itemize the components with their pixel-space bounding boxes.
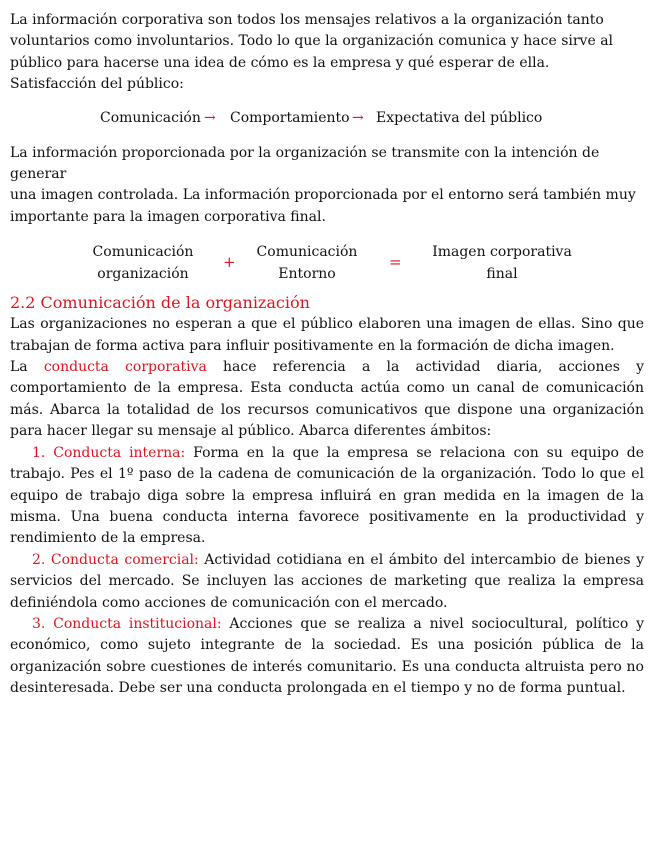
flow-step-expectation: Expectativa del público xyxy=(376,109,543,126)
intro-line: voluntarios como involuntarios. Todo lo que la organización comunica y hace sirve al xyxy=(10,33,614,50)
equation-term-organization xyxy=(84,242,202,285)
section-paragraph: Las organizaciones no esperan a que el público elaboren una imagen de ellas. Sino que trabajan de forma activa para influir positivamente en la formación de dicha imagen. xyxy=(10,316,644,354)
intro-line: público para hacerse una idea de cómo es la empresa y qué esperar de ella. xyxy=(10,54,550,71)
document-page xyxy=(10,10,644,700)
list-item-internal-conduct xyxy=(10,443,644,550)
list-item-institutional-conduct xyxy=(10,614,644,700)
list-item-text: Forma en la que la empresa se relaciona con su equipo de trabajo. Pes el 1º paso de la cadena de comunicación de la organización. Todo lo que el equipo de trabajo diga sobre la empresa influirá en gran medida en la imagen de la misma. Una buena conducta interna favorece positivamente en la productividad y rendimiento de la empresa. xyxy=(10,444,644,547)
equation-term-line: Comunicación xyxy=(92,244,194,261)
paragraph-text: La xyxy=(10,359,44,376)
list-item-text: Actividad cotidiana en el ámbito del intercambio de bienes y servicios del mercado. Se incluyen las acciones de marketing que realiza la empresa definiéndola como acciones de comunicación con el mercado. xyxy=(10,551,645,611)
info-line: importante para la imagen corporativa final. xyxy=(10,208,326,225)
flow-step-behaviour: Comportamiento xyxy=(230,109,350,126)
intro-line: La información corporativa son todos los mensajes relativos a la organización tanto xyxy=(10,12,604,28)
info-line: La información proporcionada por la organización se transmite con la intención de generar xyxy=(10,144,600,183)
list-item-label: 3. Conducta institucional: xyxy=(32,615,222,632)
equals-sign: = xyxy=(389,253,402,272)
list-item-label: 1. Conducta interna: xyxy=(32,444,186,461)
equation-term-line: organización xyxy=(97,265,189,282)
intro-paragraph xyxy=(10,10,644,96)
section-heading: 2.2 Comunicación de la organización xyxy=(10,293,310,313)
arrow-right-icon: → xyxy=(204,109,216,126)
paragraph-text: hace referencia a la actividad diaria, acciones y comportamiento de la empresa. Esta conducta actúa como un canal de comunicación más. Abarca la totalidad de los recursos comunicativos que dispone una organización para hacer llegar su mensaje al público. Abarca diferentes ámbitos: xyxy=(10,359,645,440)
satisfaction-flow xyxy=(10,108,644,129)
flow-step-communication: Comunicación xyxy=(100,109,201,126)
info-paragraph xyxy=(10,143,644,229)
equation-result xyxy=(430,242,574,285)
equation-term-line: Entorno xyxy=(278,265,336,282)
intro-line: Satisfacción del público: xyxy=(10,76,184,93)
plus-sign: + xyxy=(223,253,236,272)
arrow-right-icon: → xyxy=(352,109,364,126)
equation-term-environment xyxy=(248,242,366,285)
corporate-conduct-paragraph xyxy=(10,357,644,443)
corporate-conduct-term: conducta corporativa xyxy=(43,359,207,376)
equation-term-line: Comunicación xyxy=(256,244,358,261)
list-item-text: Acciones que se realiza a nivel sociocultural, político y económico, como sujeto integrante de la sociedad. Es una posición pública de la organización sobre cuestiones de interés comunitario. Es una conducta altruista pero no desinteresada. Debe ser una conducta prolongada en el tiempo y no de forma puntual. xyxy=(10,615,645,697)
equation-term-line: final xyxy=(486,265,518,282)
list-item-label: 2. Conducta comercial: xyxy=(32,551,199,568)
list-item-commercial-conduct xyxy=(10,550,644,614)
equation-term-line: Imagen corporativa xyxy=(432,244,572,261)
image-equation xyxy=(10,242,644,286)
info-line: una imagen controlada. La información proporcionada por el entorno será también muy xyxy=(10,187,636,204)
